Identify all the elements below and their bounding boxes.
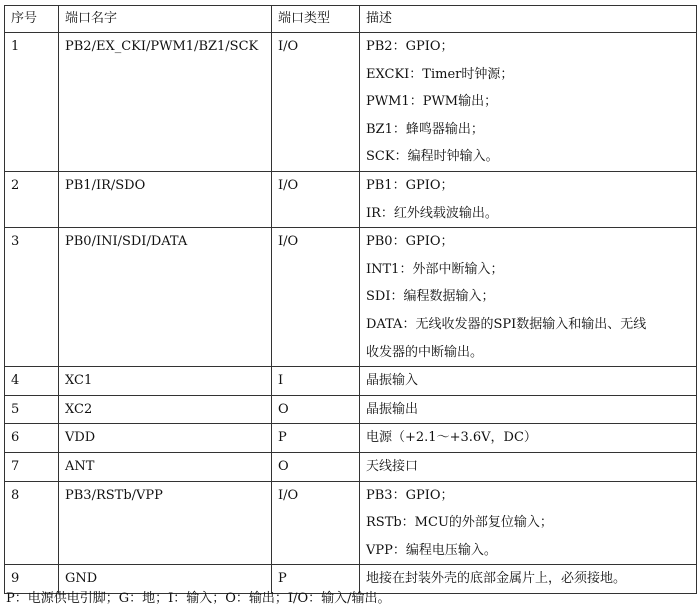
header-port-type: 端口类型 — [272, 6, 360, 33]
cell-port-name: GND — [59, 565, 272, 594]
cell-index: 8 — [5, 481, 59, 565]
description-line: SDI：编程数据输入； — [366, 289, 495, 305]
description-line: BZ1：蜂鸣器输出； — [366, 121, 484, 137]
table-row — [5, 452, 697, 481]
legend-note: P：电源供电引脚；G：地；I：输入；O：输出；I/O：输入/输出。 — [6, 591, 391, 606]
cell-port-name: PB0/INI/SDI/DATA — [59, 228, 272, 367]
cell-port-type: O — [272, 395, 360, 424]
cell-index: 6 — [5, 424, 59, 453]
table-row — [5, 424, 697, 453]
header-index: 序号 — [5, 6, 59, 33]
table-row — [5, 33, 697, 172]
description-line: DATA：无线收发器的SPI数据输入和输出、无线 — [366, 316, 647, 332]
description-line: 天线接口 — [366, 458, 419, 474]
description-line: PB0：GPIO； — [366, 234, 454, 250]
cell-description — [360, 481, 697, 565]
description-line: RSTb：MCU的外部复位输入； — [366, 515, 553, 531]
description-line: PB2：GPIO； — [366, 39, 454, 54]
cell-port-name: ANT — [59, 452, 272, 481]
cell-port-type: O — [272, 452, 360, 481]
cell-port-type: I/O — [272, 481, 360, 565]
cell-port-name: PB2/EX_CKI/PWM1/BZ1/SCK — [59, 33, 272, 172]
description-line: PB3：GPIO； — [366, 487, 454, 503]
cell-description — [360, 228, 697, 367]
cell-port-name: PB1/IR/SDO — [59, 171, 272, 227]
cell-port-name: XC1 — [59, 367, 272, 396]
cell-index: 4 — [5, 367, 59, 396]
cell-index: 7 — [5, 452, 59, 481]
description-line: IR：红外线载波输出。 — [366, 205, 498, 221]
cell-port-type: I/O — [272, 228, 360, 367]
description-line: INT1：外部中断输入； — [366, 261, 504, 277]
cell-port-name: PB3/RSTb/VPP — [59, 481, 272, 565]
header-description: 描述 — [360, 6, 697, 33]
table-row — [5, 228, 697, 367]
cell-description — [360, 367, 697, 396]
cell-port-type: P — [272, 424, 360, 453]
cell-index: 3 — [5, 228, 59, 367]
cell-port-type: I/O — [272, 33, 360, 172]
header-port-name: 端口名字 — [59, 6, 272, 33]
description-line: 电源（+2.1～+3.6V，DC） — [366, 430, 537, 446]
description-line: SCK：编程时钟输入。 — [366, 149, 499, 165]
cell-index: 5 — [5, 395, 59, 424]
table-row — [5, 395, 697, 424]
cell-description — [360, 33, 697, 172]
description-line: VPP：编程电压输入。 — [366, 542, 497, 558]
table-row — [5, 171, 697, 227]
cell-description — [360, 171, 697, 227]
description-line: 地接在封装外壳的底部金属片上，必须接地。 — [366, 571, 627, 587]
description-line: 晶振输入 — [366, 373, 419, 389]
description-line: PWM1：PWM输出； — [366, 94, 498, 110]
cell-index: 2 — [5, 171, 59, 227]
table-row — [5, 481, 697, 565]
description-line: 晶振输出 — [366, 401, 419, 417]
cell-port-name: VDD — [59, 424, 272, 453]
table-header-row — [5, 6, 697, 33]
table-row — [5, 367, 697, 396]
cell-description — [360, 565, 697, 594]
cell-port-name: XC2 — [59, 395, 272, 424]
pin-description-table — [4, 5, 697, 594]
cell-index: 1 — [5, 33, 59, 172]
cell-port-type: I/O — [272, 171, 360, 227]
cell-description — [360, 452, 697, 481]
cell-port-type: P — [272, 565, 360, 594]
cell-port-type: I — [272, 367, 360, 396]
description-line: 收发器的中断输出。 — [366, 344, 484, 360]
cell-description — [360, 395, 697, 424]
cell-index: 9 — [5, 565, 59, 594]
cell-description — [360, 424, 697, 453]
description-line: PB1：GPIO； — [366, 177, 454, 193]
description-line: EXCKI：Timer时钟源； — [366, 66, 514, 82]
